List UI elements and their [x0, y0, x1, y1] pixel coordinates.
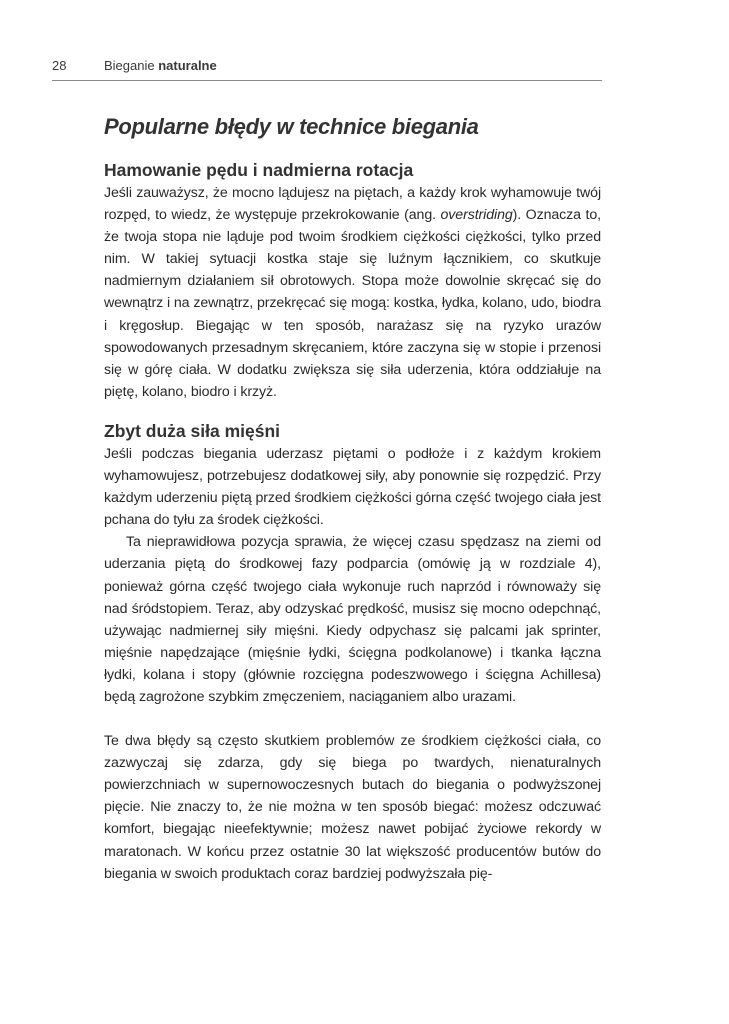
section-muscle-paragraph-2: Ta nieprawidłowa pozycja sprawia, że więcej czasu spędzasz na ziemi od uderzania piętą do środkowej fazy podparcia (omówię ją w rozdziale 4), ponieważ górna część twojego ciała wykonuje ruch naprzód i równoważy się nad śródstopiem. Teraz, aby odzyskać prędkość, musisz się mocno odepchnąć, używając nadmiernej siły mięśni. Kiedy odpychasz się palcami jak sprinter, mięśnie napędzające (mięśnie łydki, ścięgna podkolanowe) i tkanka łączna łydki, kolana i stopy (głównie rozcięgna podeszwowego i ścięgna Achillesa) będą zagrożone szybkim zmęczeniem, naciąganiem albo urazami.: [104, 534, 601, 705]
para-italic-term: overstriding: [440, 207, 513, 224]
page-number: 28: [52, 58, 67, 73]
spacer: [104, 708, 601, 730]
section-braking-paragraph: [104, 182, 601, 403]
running-header: [52, 56, 602, 81]
section-title-braking: Hamowanie pędu i nadmierna rotacja: [104, 160, 414, 180]
page-body: [104, 114, 601, 885]
running-title-bold: naturalne: [158, 58, 217, 73]
running-title-plain: Bieganie: [104, 58, 159, 73]
section-title-muscle-force: Zbyt duża siła mięśni: [104, 420, 281, 441]
running-title: [104, 58, 217, 73]
para-text-end: ). Oznacza to, że twoja stopa nie ląduje pod twoim środkiem ciężkości ciężkości, tylko przed nim. W takiej sytuacji kostka staje się luźnym łącznikiem, co skutkuje nadmiernym działaniem sił obrotowych. Stopa może dowolnie skręcać się do wewnątrz i na zewnątrz, przekręcać się mogą: kostka, łydka, kolano, udo, biodra i kręgosłup. Biegając w ten sposób, narażasz się na ryzyko urazów spowodowanych przesadnym skręcaniem, które zaczyna się w stopie i przenosi się w górę ciała. W dodatku zwiększa się siła uderzenia, która oddziałuje na piętę, kolano, biodro i krzyż.: [104, 207, 601, 400]
closing-paragraph: Te dwa błędy są często skutkiem problemów ze środkiem ciężkości ciała, co zazwyczaj się zdarza, gdy się biega po twardych, nienaturalnych powierzchniach w supernowoczesnych butach do biegania o podwyższonej pięcie. Nie znaczy to, że nie można w ten sposób biegać: możesz odczuwać komfort, biegając nieefektywnie; możesz nawet pobijać życiowe rekordy w maratonach. W końcu przez ostatnie 30 lat większość producentów butów do biegania w swoich produktach coraz bardziej podwyższała pię-: [104, 733, 601, 882]
para-text-start: Jeśli zauważysz, że mocno lądujesz na piętach, a każdy krok wyhamowuje twój rozpęd, to wiedz, że występuje przekrokowanie (ang.: [104, 185, 601, 224]
chapter-title: Popularne błędy w technice biegania: [104, 114, 479, 139]
section-muscle-paragraph-1: Jeśli podczas biegania uderzasz piętami o podłoże i z każdym krokiem wyhamowujesz, potrzebujesz dodatkowej siły, aby ponownie się rozpędzić. Przy każdym uderzeniu piętą przed środkiem ciężkości górna część twojego ciała jest pchana do tyłu za środek ciężkości.: [104, 445, 601, 529]
spacer: [104, 403, 601, 419]
